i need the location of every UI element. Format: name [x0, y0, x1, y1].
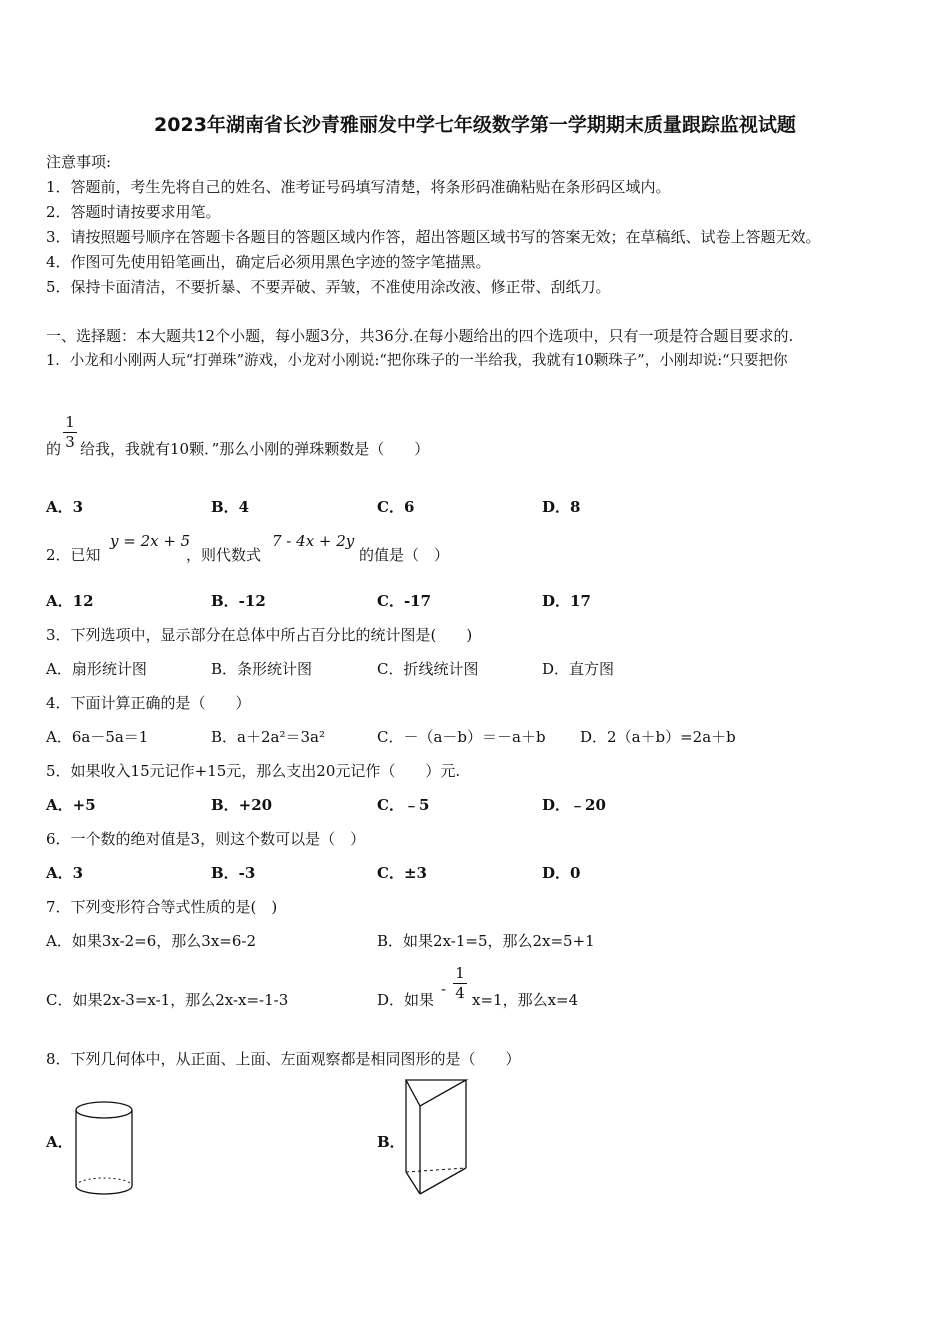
q7-fraction-numerator: 1 — [455, 964, 465, 982]
q2-option-b[interactable]: B．-12 — [211, 592, 266, 610]
q8-option-a[interactable]: A． — [46, 1133, 73, 1151]
q7-option-a[interactable]: A．如果3x-2=6，那么3x=6-2 — [46, 932, 257, 950]
notice-item-3: 3．请按照题号顺序在答题卡各题目的答题区域内作答，超出答题区域书写的答案无效；在草稿纸、试卷上答题无效。 — [46, 228, 821, 246]
q4-stem: 4．下面计算正确的是（ ） — [46, 694, 251, 712]
q3-option-a[interactable]: A．扇形统计图 — [46, 660, 147, 678]
q7-fraction-denominator: 4 — [455, 984, 465, 1002]
q2-stem-post: 的值是（ ） — [359, 546, 450, 564]
q1-stem-line1: 1．小龙和小刚两人玩“打弹珠”游戏，小龙对小刚说:“把你珠子的一半给我，我就有10颗珠子”，小刚却说:“只要把你 — [46, 353, 788, 369]
q5-option-a[interactable]: A．+5 — [46, 796, 96, 814]
q8-stem: 8．下列几何体中，从正面、上面、左面观察都是相同图形的是（ ） — [46, 1050, 521, 1068]
q1-fraction-denominator: 3 — [65, 433, 75, 451]
page-title: 2023年湖南省长沙青雅丽发中学七年级数学第一学期期末质量跟踪监视试题 — [154, 114, 796, 136]
q2-option-d[interactable]: D．17 — [542, 592, 591, 610]
notice-item-4: 4．作图可先使用铅笔画出，确定后必须用黑色字迹的签字笔描黑。 — [46, 253, 491, 271]
q6-stem: 6．一个数的绝对值是3，则这个数可以是（ ） — [46, 830, 366, 848]
q8-option-b[interactable]: B． — [377, 1133, 405, 1151]
q3-option-b[interactable]: B．条形统计图 — [211, 660, 313, 678]
cylinder-figure — [70, 1098, 138, 1198]
q2-stem-pre: 2．已知 — [46, 546, 101, 564]
q7-option-d-pre: D．如果 — [377, 991, 435, 1009]
q7-option-c[interactable]: C．如果2x-3=x-1，那么2x-x=-1-3 — [46, 991, 289, 1009]
q1-option-c[interactable]: C．6 — [377, 498, 415, 516]
q1-fraction — [63, 414, 77, 451]
q6-option-c[interactable]: C．±3 — [377, 864, 427, 882]
q5-stem: 5．如果收入15元记作+15元，那么支出20元记作（ ）元. — [46, 762, 461, 780]
q1-stem-post: 给我，我就有10颗．”那么小刚的弹珠颗数是（ ） — [80, 440, 430, 458]
q2-expression-2: 7 - 4x + 2y — [272, 532, 355, 550]
q1-fraction-numerator: 1 — [65, 413, 75, 431]
q2-expression-1: y = 2x + 5 — [110, 532, 191, 550]
triangular-prism-figure — [400, 1076, 472, 1198]
q4-option-d[interactable]: D．2（a＋b）=2a＋b — [580, 728, 736, 746]
q7-stem: 7．下列变形符合等式性质的是( ) — [46, 898, 278, 916]
q2-option-a[interactable]: A．12 — [46, 592, 94, 610]
q3-option-d[interactable]: D．直方图 — [542, 660, 615, 678]
q2-option-c[interactable]: C．-17 — [377, 592, 432, 610]
q6-option-b[interactable]: B．-3 — [211, 864, 256, 882]
q7-option-b[interactable]: B．如果2x-1=5，那么2x=5+1 — [377, 932, 595, 950]
q1-stem-pre: 的 — [46, 440, 62, 458]
q6-option-d[interactable]: D．0 — [542, 864, 581, 882]
notice-item-5: 5．保持卡面清洁，不要折暴、不要弄破、弄皱，不准使用涂改液、修正带、刮纸刀。 — [46, 278, 611, 296]
q3-stem: 3．下列选项中，显示部分在总体中所占百分比的统计图是( ) — [46, 626, 473, 644]
q3-option-c[interactable]: C．折线统计图 — [377, 660, 479, 678]
notice-heading: 注意事项: — [46, 153, 112, 171]
q6-option-a[interactable]: A．3 — [46, 864, 84, 882]
q1-option-b[interactable]: B．4 — [211, 498, 250, 516]
q5-option-c[interactable]: C．﹣5 — [377, 796, 430, 814]
q7-fraction — [453, 965, 467, 1002]
q5-option-d[interactable]: D．﹣20 — [542, 796, 606, 814]
section-1-heading: 一、选择题：本大题共12个小题，每小题3分，共36分.在每小题给出的四个选项中，只有一项是符合题目要求的. — [46, 327, 794, 345]
q5-option-b[interactable]: B．+20 — [211, 796, 273, 814]
q4-option-c[interactable]: C．－（a－b）＝－a＋b — [377, 728, 546, 746]
q7-option-d-sign: - — [441, 980, 447, 998]
notice-item-2: 2．答题时请按要求用笔。 — [46, 203, 221, 221]
q7-option-d-post: x=1，那么x=4 — [472, 991, 579, 1009]
notice-item-1: 1．答题前，考生先将自己的姓名、准考证号码填写清楚，将条形码准确粘贴在条形码区域内。 — [46, 178, 671, 196]
q1-option-a[interactable]: A．3 — [46, 498, 84, 516]
q1-option-d[interactable]: D．8 — [542, 498, 581, 516]
q4-option-b[interactable]: B．a＋2a²＝3a² — [211, 728, 325, 746]
q2-stem-mid: ，则代数式 — [186, 546, 262, 564]
q4-option-a[interactable]: A．6a－5a＝1 — [46, 728, 149, 746]
